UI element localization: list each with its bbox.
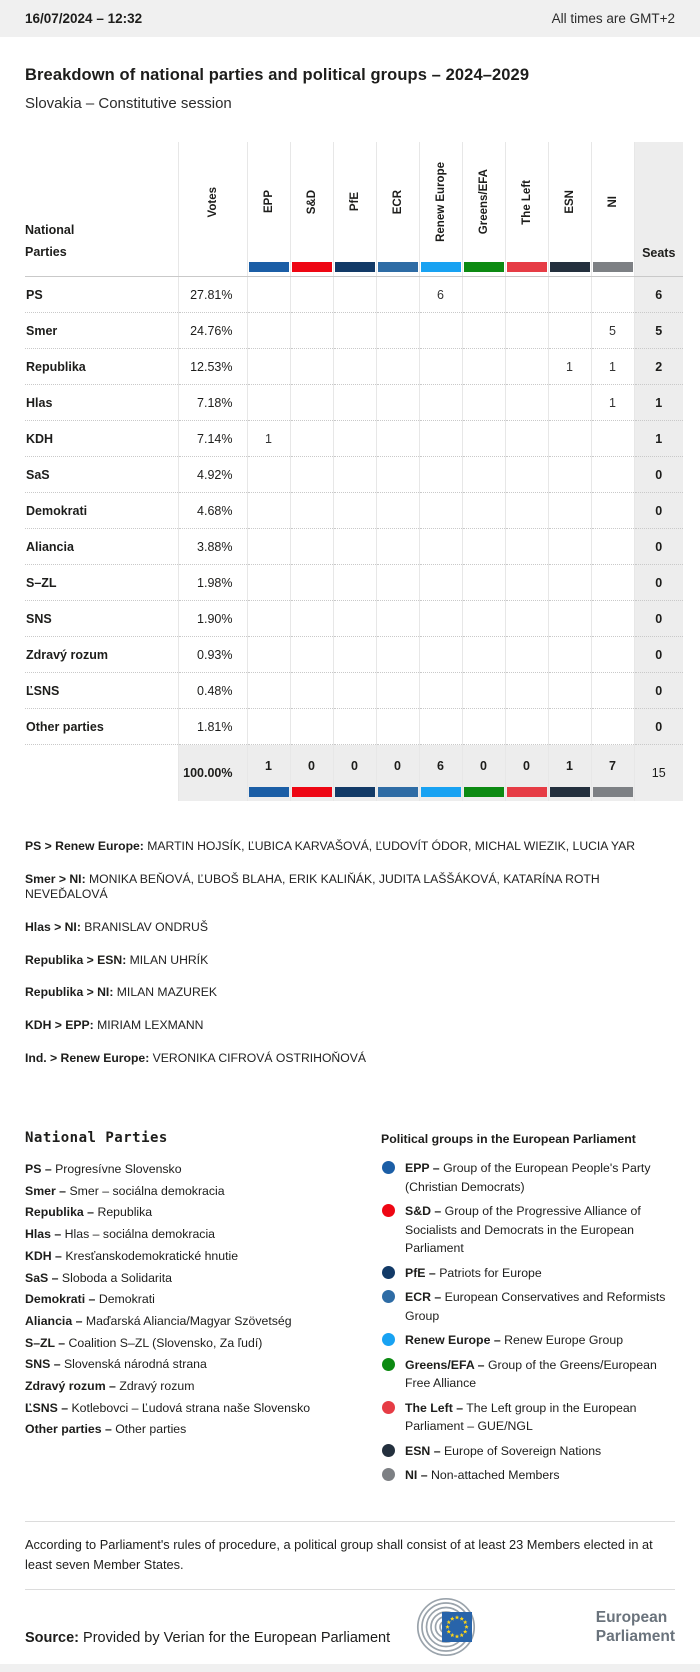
party-legend-item: Republika – Republika xyxy=(25,1205,153,1220)
group-seats-cell xyxy=(591,529,634,565)
table-row xyxy=(25,601,683,637)
group-seats-cell xyxy=(548,529,591,565)
results-table xyxy=(25,142,683,801)
group-seats-cell xyxy=(505,277,548,313)
group-legend-item: ECR – European Conservatives and Reformists Group xyxy=(381,1288,675,1325)
votes-cell: 3.88% xyxy=(178,529,247,565)
totals-group-cell: 0 xyxy=(333,745,376,802)
group-seats-cell xyxy=(462,457,505,493)
group-seats-cell xyxy=(333,709,376,745)
party-legend-item: Zdravý rozum – Zdravý rozum xyxy=(25,1379,195,1394)
group-seats-cell xyxy=(376,565,419,601)
group-color-bar xyxy=(421,787,461,797)
group-seats-cell xyxy=(290,637,333,673)
group-seats-cell xyxy=(505,313,548,349)
column-header-group: The Left xyxy=(505,142,548,277)
group-seats-cell xyxy=(505,673,548,709)
group-seats-cell xyxy=(333,457,376,493)
party-name-cell: SNS xyxy=(25,601,178,637)
group-seats-cell xyxy=(376,493,419,529)
group-seats-cell xyxy=(247,493,290,529)
group-color-bar xyxy=(550,787,590,797)
seats-cell: 0 xyxy=(634,529,683,565)
source-text: Provided by Verian for the European Parliament xyxy=(83,1630,391,1647)
row-header-national-parties xyxy=(25,142,178,277)
group-seats-cell xyxy=(290,277,333,313)
table-row xyxy=(25,277,683,313)
legend-section xyxy=(25,1130,675,1491)
seats-cell: 0 xyxy=(634,637,683,673)
source-line xyxy=(25,1630,390,1658)
political-groups-legend xyxy=(381,1130,675,1491)
group-seats-cell xyxy=(462,313,505,349)
party-legend-item: Aliancia – Maďarská Aliancia/Magyar Szövetség xyxy=(25,1313,292,1328)
group-seats-cell xyxy=(419,385,462,421)
group-seats-cell xyxy=(376,349,419,385)
group-seats-cell xyxy=(548,637,591,673)
votes-cell: 12.53% xyxy=(178,349,247,385)
votes-cell: 24.76% xyxy=(178,313,247,349)
seats-cell: 0 xyxy=(634,601,683,637)
delegation-line: Republika > ESN: MILAN UHRÍK xyxy=(25,952,209,967)
votes-cell: 7.14% xyxy=(178,421,247,457)
group-seats-cell xyxy=(376,313,419,349)
group-seats-cell xyxy=(419,709,462,745)
group-seats-cell xyxy=(591,277,634,313)
table-row xyxy=(25,637,683,673)
group-color-dot-icon xyxy=(382,1161,395,1174)
group-legend-item: S&D – Group of the Progressive Alliance of Socialists and Democrats in the European Parliament xyxy=(381,1202,675,1258)
delegation-line: KDH > EPP: MIRIAM LEXMANN xyxy=(25,1018,204,1032)
group-seats-cell xyxy=(290,673,333,709)
totals-group-cell: 0 xyxy=(290,745,333,802)
column-header-group: Greens/EFA xyxy=(462,142,505,277)
group-seats-cell xyxy=(591,421,634,457)
group-seats-cell xyxy=(247,637,290,673)
group-legend-item: Renew Europe – Renew Europe Group xyxy=(381,1331,675,1350)
group-seats-cell xyxy=(591,637,634,673)
party-name-cell: KDH xyxy=(25,421,178,457)
footer xyxy=(0,1590,700,1658)
group-seats-cell xyxy=(419,673,462,709)
group-seats-cell xyxy=(591,673,634,709)
group-seats-cell xyxy=(247,565,290,601)
party-name-cell: Smer xyxy=(25,313,178,349)
corner-line-2: Parties xyxy=(25,245,67,260)
party-legend-item: Demokrati – Demokrati xyxy=(25,1292,155,1307)
party-legend-item: PS – Progresívne Slovensko xyxy=(25,1162,182,1176)
group-seats-cell xyxy=(333,313,376,349)
group-seats-cell xyxy=(505,421,548,457)
group-seats-cell xyxy=(290,313,333,349)
group-color-dot-icon xyxy=(382,1401,395,1414)
group-legend-item: PfE – Patriots for Europe xyxy=(381,1264,675,1283)
column-header-group: NI xyxy=(591,142,634,277)
page-subtitle: Slovakia – Constitutive session xyxy=(25,95,232,112)
group-legend-item: The Left – The Left group in the European Parliament – GUE/NGL xyxy=(381,1399,675,1436)
group-seats-cell xyxy=(419,421,462,457)
table-row xyxy=(25,457,683,493)
group-seats-cell xyxy=(333,637,376,673)
group-seats-cell xyxy=(290,529,333,565)
column-header-votes: Votes xyxy=(178,142,247,277)
table-row xyxy=(25,565,683,601)
group-color-bar xyxy=(378,787,418,797)
totals-group-cell: 7 xyxy=(591,745,634,802)
group-seats-cell xyxy=(419,349,462,385)
group-seats-cell xyxy=(419,565,462,601)
spacer xyxy=(180,262,246,272)
votes-cell: 0.93% xyxy=(178,637,247,673)
table-row xyxy=(25,493,683,529)
group-legend-item: NI – Non-attached Members xyxy=(381,1466,675,1485)
group-seats-cell xyxy=(333,565,376,601)
group-seats-cell xyxy=(548,493,591,529)
group-seats-cell xyxy=(419,601,462,637)
party-legend-item: Other parties – Other parties xyxy=(25,1422,187,1437)
group-seats-cell xyxy=(247,601,290,637)
table-row xyxy=(25,385,683,421)
datetime-label: 16/07/2024 – 12:32 xyxy=(25,11,143,26)
group-seats-cell: 1 xyxy=(548,349,591,385)
group-color-bar xyxy=(335,262,375,272)
group-seats-cell xyxy=(376,385,419,421)
totals-group-cell: 0 xyxy=(505,745,548,802)
group-seats-cell xyxy=(462,493,505,529)
totals-votes-cell: 100.00% xyxy=(178,745,247,802)
national-parties-heading: National Parties xyxy=(25,1130,168,1146)
column-header-group: EPP xyxy=(247,142,290,277)
group-seats-cell xyxy=(548,457,591,493)
group-seats-cell xyxy=(505,493,548,529)
group-seats-cell xyxy=(290,349,333,385)
hemicycle-and-flag-icon xyxy=(416,1596,588,1658)
group-seats-cell xyxy=(548,421,591,457)
group-seats-cell xyxy=(548,277,591,313)
group-seats-cell xyxy=(247,385,290,421)
delegation-line: Republika > NI: MILAN MAZUREK xyxy=(25,985,218,1000)
group-color-bar xyxy=(507,787,547,797)
group-color-dot-icon xyxy=(382,1468,395,1481)
group-legend-item: EPP – Group of the European People's Party (Christian Democrats) xyxy=(381,1159,675,1196)
group-seats-cell: 1 xyxy=(591,349,634,385)
national-parties-legend xyxy=(25,1130,381,1441)
table-row xyxy=(25,529,683,565)
group-legend-item: Greens/EFA – Group of the Greens/European Free Alliance xyxy=(381,1356,675,1393)
party-name-cell: ĽSNS xyxy=(25,673,178,709)
table-row xyxy=(25,313,683,349)
group-seats-cell xyxy=(376,637,419,673)
seats-cell: 0 xyxy=(634,673,683,709)
group-seats-cell xyxy=(376,421,419,457)
party-name-cell: Aliancia xyxy=(25,529,178,565)
votes-cell: 27.81% xyxy=(178,277,247,313)
group-seats-cell xyxy=(376,277,419,313)
party-name-cell: SaS xyxy=(25,457,178,493)
party-legend-item: Hlas – Hlas – sociálna demokracia xyxy=(25,1227,216,1242)
group-seats-cell xyxy=(333,601,376,637)
table-row xyxy=(25,709,683,745)
seats-cell: 1 xyxy=(634,421,683,457)
group-seats-cell xyxy=(333,493,376,529)
group-seats-cell xyxy=(376,601,419,637)
totals-seats-cell: 15 xyxy=(634,745,683,802)
footnote-text: According to Parliament's rules of procedure, a political group shall consist of at least 23 Members elected in at least seven Member States. xyxy=(25,1536,653,1572)
party-legend-item: SNS – Slovenská národná strana xyxy=(25,1357,207,1372)
group-seats-cell xyxy=(290,457,333,493)
group-seats-cell xyxy=(333,385,376,421)
group-seats-cell xyxy=(505,349,548,385)
group-color-bar xyxy=(593,262,633,272)
group-seats-cell xyxy=(247,529,290,565)
group-seats-cell xyxy=(505,385,548,421)
group-color-dot-icon xyxy=(382,1358,395,1371)
group-seats-cell xyxy=(247,277,290,313)
party-legend-item: ĽSNS – Kotlebovci – Ľudová strana naše Slovensko xyxy=(25,1400,311,1415)
group-color-dot-icon xyxy=(382,1444,395,1457)
totals-group-cell: 0 xyxy=(376,745,419,802)
group-seats-cell xyxy=(376,457,419,493)
group-color-bar xyxy=(593,787,633,797)
group-seats-cell xyxy=(376,529,419,565)
group-seats-cell xyxy=(247,313,290,349)
column-header-group: PfE xyxy=(333,142,376,277)
column-header-group: Renew Europe xyxy=(419,142,462,277)
timezone-note: All times are GMT+2 xyxy=(551,11,675,26)
seats-cell: 0 xyxy=(634,457,683,493)
seats-cell: 0 xyxy=(634,709,683,745)
page-title: Breakdown of national parties and political groups – 2024–2029 xyxy=(25,66,530,84)
group-seats-cell xyxy=(591,565,634,601)
group-seats-cell xyxy=(247,673,290,709)
column-header-group: S&D xyxy=(290,142,333,277)
seats-cell: 0 xyxy=(634,493,683,529)
delegation-line: Smer > NI: MONIKA BEŇOVÁ, ĽUBOŠ BLAHA, ERIK KALIŇÁK, JUDITA LAŠŠÁKOVÁ, KATARÍNA ROTH NEVEĎALOVÁ xyxy=(25,871,600,901)
group-color-bar xyxy=(292,787,332,797)
group-seats-cell: 1 xyxy=(247,421,290,457)
group-seats-cell xyxy=(505,601,548,637)
group-seats-cell xyxy=(505,565,548,601)
party-legend-item: SaS – Sloboda a Solidarita xyxy=(25,1270,172,1285)
group-seats-cell xyxy=(505,709,548,745)
group-seats-cell: 6 xyxy=(419,277,462,313)
group-seats-cell xyxy=(462,637,505,673)
column-header-seats: Seats xyxy=(634,142,683,277)
group-seats-cell xyxy=(462,565,505,601)
group-color-bar xyxy=(335,787,375,797)
delegation-line: Ind. > Renew Europe: VERONIKA CIFROVÁ OSTRIHOŇOVÁ xyxy=(25,1050,366,1065)
table-row xyxy=(25,349,683,385)
group-seats-cell xyxy=(290,709,333,745)
corner-line-1: National xyxy=(25,223,75,238)
group-color-bar xyxy=(550,262,590,272)
group-seats-cell xyxy=(462,349,505,385)
group-color-dot-icon xyxy=(382,1266,395,1279)
top-bar xyxy=(0,0,700,37)
group-seats-cell xyxy=(376,709,419,745)
group-seats-cell xyxy=(247,349,290,385)
delegations-list xyxy=(25,839,675,1066)
group-seats-cell xyxy=(462,421,505,457)
group-seats-cell xyxy=(419,529,462,565)
group-color-bar xyxy=(292,262,332,272)
totals-group-cell: 6 xyxy=(419,745,462,802)
political-groups-heading: Political groups in the European Parliament xyxy=(381,1132,636,1146)
group-color-dot-icon xyxy=(382,1204,395,1217)
group-seats-cell xyxy=(591,709,634,745)
table-header-row xyxy=(25,142,683,277)
group-color-bar xyxy=(249,262,289,272)
group-seats-cell xyxy=(462,601,505,637)
group-seats-cell xyxy=(548,673,591,709)
seats-cell: 6 xyxy=(634,277,683,313)
delegation-line: Hlas > NI: BRANISLAV ONDRUŠ xyxy=(25,919,208,934)
group-seats-cell xyxy=(462,709,505,745)
party-legend-item: S–ZL – Coalition S–ZL (Slovensko, Za ľudí) xyxy=(25,1335,263,1350)
totals-group-cell: 1 xyxy=(548,745,591,802)
group-seats-cell xyxy=(462,529,505,565)
group-seats-cell xyxy=(290,421,333,457)
group-seats-cell xyxy=(591,601,634,637)
seats-cell: 2 xyxy=(634,349,683,385)
group-seats-cell xyxy=(419,493,462,529)
group-seats-cell xyxy=(419,637,462,673)
group-seats-cell xyxy=(290,493,333,529)
group-seats-cell xyxy=(462,385,505,421)
group-seats-cell xyxy=(548,385,591,421)
group-seats-cell xyxy=(462,277,505,313)
divider xyxy=(25,1521,675,1522)
group-seats-cell xyxy=(247,709,290,745)
group-seats-cell: 5 xyxy=(591,313,634,349)
group-color-bar xyxy=(378,262,418,272)
group-color-bar xyxy=(421,262,461,272)
table-row xyxy=(25,421,683,457)
group-seats-cell xyxy=(247,457,290,493)
group-seats-cell xyxy=(591,493,634,529)
party-name-cell: S–ZL xyxy=(25,565,178,601)
group-seats-cell xyxy=(548,601,591,637)
group-color-bar xyxy=(249,787,289,797)
group-seats-cell xyxy=(419,313,462,349)
party-legend-item: Smer – Smer – sociálna demokracia xyxy=(25,1183,225,1198)
group-seats-cell xyxy=(505,529,548,565)
table-row xyxy=(25,673,683,709)
votes-cell: 1.81% xyxy=(178,709,247,745)
votes-cell: 7.18% xyxy=(178,385,247,421)
group-seats-cell xyxy=(376,673,419,709)
logo-text: European Parliament xyxy=(595,1609,675,1646)
group-legend-item: ESN – Europe of Sovereign Nations xyxy=(381,1442,675,1461)
column-header-group: ECR xyxy=(376,142,419,277)
party-name-cell: Hlas xyxy=(25,385,178,421)
totals-empty-cell xyxy=(25,745,178,802)
party-name-cell: Zdravý rozum xyxy=(25,637,178,673)
group-color-bar xyxy=(507,262,547,272)
group-color-dot-icon xyxy=(382,1290,395,1303)
group-seats-cell xyxy=(333,277,376,313)
group-seats-cell xyxy=(505,637,548,673)
european-parliament-logo xyxy=(416,1596,675,1658)
group-seats-cell xyxy=(333,673,376,709)
table-totals-row xyxy=(25,745,683,802)
group-seats-cell xyxy=(290,385,333,421)
seats-cell: 5 xyxy=(634,313,683,349)
party-name-cell: PS xyxy=(26,287,43,302)
party-name-cell: Other parties xyxy=(25,709,178,745)
column-header-group: ESN xyxy=(548,142,591,277)
group-seats-cell xyxy=(505,457,548,493)
group-seats-cell xyxy=(419,457,462,493)
votes-cell: 4.92% xyxy=(178,457,247,493)
group-seats-cell xyxy=(290,601,333,637)
group-color-bar xyxy=(464,262,504,272)
group-seats-cell xyxy=(591,457,634,493)
party-name-cell: Demokrati xyxy=(25,493,178,529)
group-seats-cell xyxy=(333,421,376,457)
group-seats-cell: 1 xyxy=(591,385,634,421)
source-label: Source: xyxy=(25,1630,79,1647)
group-seats-cell xyxy=(333,349,376,385)
group-color-bar xyxy=(464,787,504,797)
group-seats-cell xyxy=(548,565,591,601)
votes-cell: 0.48% xyxy=(178,673,247,709)
seats-cell: 0 xyxy=(634,565,683,601)
delegation-line: PS > Renew Europe: MARTIN HOJSÍK, ĽUBICA KARVAŠOVÁ, ĽUDOVÍT ÓDOR, MICHAL WIEZIK, LUCIA YAR xyxy=(25,839,636,853)
votes-cell: 4.68% xyxy=(178,493,247,529)
totals-group-cell: 0 xyxy=(462,745,505,802)
votes-cell: 1.98% xyxy=(178,565,247,601)
group-color-dot-icon xyxy=(382,1333,395,1346)
party-name-cell: Republika xyxy=(25,349,178,385)
totals-group-cell: 1 xyxy=(247,745,290,802)
group-seats-cell xyxy=(290,565,333,601)
group-seats-cell xyxy=(333,529,376,565)
votes-cell: 1.90% xyxy=(178,601,247,637)
seats-cell: 1 xyxy=(634,385,683,421)
party-legend-item: KDH – Kresťanskodemokratické hnutie xyxy=(25,1248,239,1263)
group-seats-cell xyxy=(548,709,591,745)
group-seats-cell xyxy=(462,673,505,709)
group-seats-cell xyxy=(548,313,591,349)
bottom-strip xyxy=(0,1664,700,1672)
